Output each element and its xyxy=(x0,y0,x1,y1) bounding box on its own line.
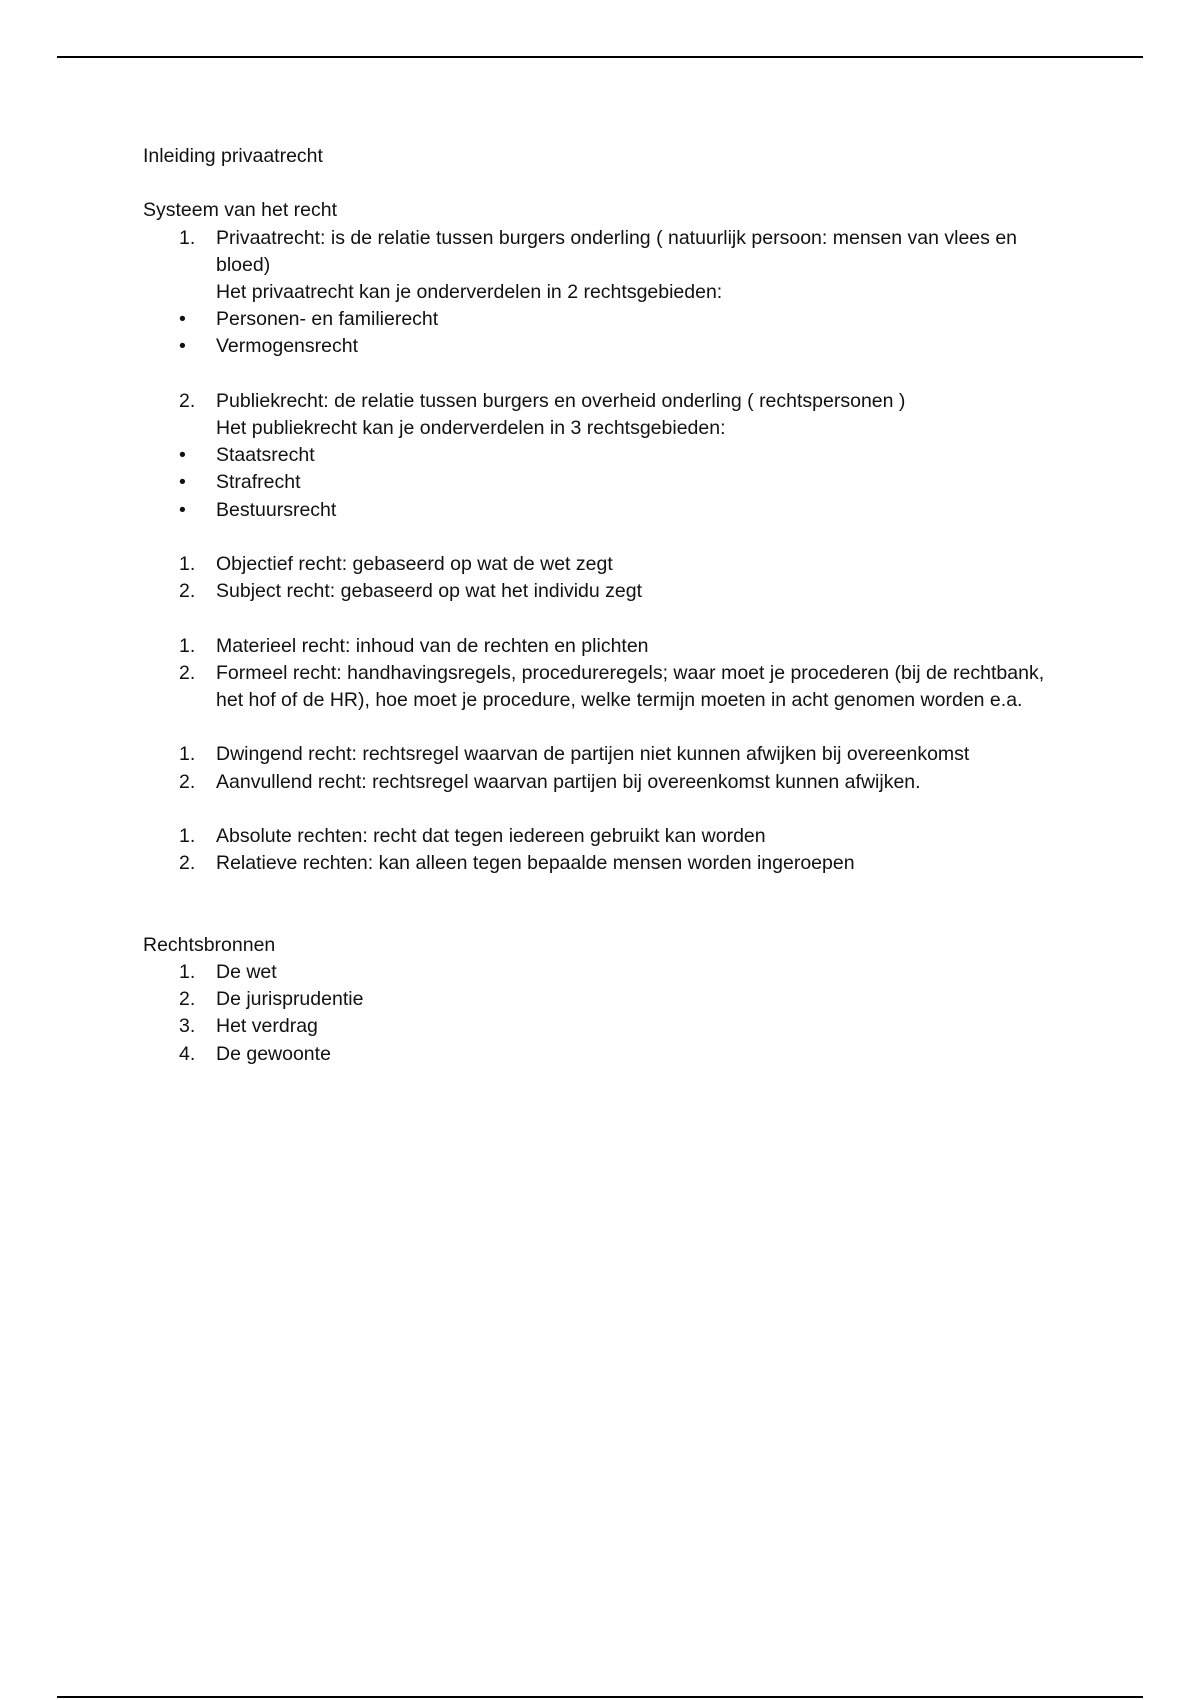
bullet-text: Bestuursrecht xyxy=(216,498,337,521)
bullet-item xyxy=(143,306,1073,333)
list-number: 3. xyxy=(179,1015,196,1038)
section-heading-systeem: Systeem van het recht xyxy=(143,199,338,222)
list-text: Publiekrecht: de relatie tussen burgers en overheid onderling ( rechtspersonen ) xyxy=(216,389,906,412)
spacer xyxy=(143,524,1073,551)
list-text: De jurisprudentie xyxy=(216,988,364,1011)
list-text: Dwingend recht: rechtsregel waarvan de partijen niet kunnen afwijken bij overeenkomst xyxy=(216,743,970,766)
list-subtext: Het privaatrecht kan je onderverdelen in 2 rechtsgebieden: xyxy=(216,281,723,303)
list-item-privaatrecht xyxy=(143,225,1073,307)
document-title: Inleiding privaatrecht xyxy=(143,145,323,167)
list-text: De wet xyxy=(216,960,277,983)
spacer xyxy=(143,877,1073,931)
spacer xyxy=(143,170,1073,197)
list-number: 2. xyxy=(179,661,196,684)
spacer xyxy=(143,605,1073,632)
document-body xyxy=(143,143,1073,1068)
list-number: 4. xyxy=(179,1042,196,1065)
header-rule xyxy=(57,56,1143,58)
bullet-icon: • xyxy=(179,498,186,521)
list-number: 2. xyxy=(179,852,196,875)
list-number: 1. xyxy=(179,824,196,847)
list-number: 2. xyxy=(179,770,196,793)
list-item-aanvullend xyxy=(143,769,1073,796)
list-text: Objectief recht: gebaseerd op wat de wet zegt xyxy=(216,553,613,575)
list-subtext: Het publiekrecht kan je onderverdelen in 3 rechtsgebieden: xyxy=(216,417,726,439)
list-item-subject xyxy=(143,578,1073,605)
list-text: Het verdrag xyxy=(216,1015,318,1038)
spacer xyxy=(143,714,1073,741)
list-number: 1. xyxy=(179,743,196,766)
bullet-list-publiekrecht xyxy=(143,442,1073,524)
list-item-formeel xyxy=(143,660,1073,714)
list-item-dwingend xyxy=(143,741,1073,768)
list-text: Subject recht: gebaseerd op wat het individu zegt xyxy=(216,580,643,603)
list-number: 1. xyxy=(179,553,196,575)
bullet-text: Vermogensrecht xyxy=(216,335,358,358)
list-number: 1. xyxy=(179,960,196,983)
list-text: Absolute rechten: recht dat tegen iedereen gebruikt kan worden xyxy=(216,824,766,847)
list-item-rechtsbron xyxy=(143,1013,1073,1040)
bullet-text: Personen- en familierecht xyxy=(216,308,439,331)
list-item-absolute xyxy=(143,823,1073,850)
list-text: Relatieve rechten: kan alleen tegen bepaalde mensen worden ingeroepen xyxy=(216,852,855,875)
list-number: 2. xyxy=(179,580,196,603)
list-item-rechtsbron xyxy=(143,959,1073,986)
bullet-item xyxy=(143,333,1073,360)
list-text: Privaatrecht: is de relatie tussen burgers onderling ( natuurlijk persoon: mensen van vlees en bloed) xyxy=(216,226,1018,276)
list-text: Aanvullend recht: rechtsregel waarvan partijen bij overeenkomst kunnen afwijken. xyxy=(216,770,921,793)
bullet-text: Strafrecht xyxy=(216,471,301,494)
list-item-rechtsbron xyxy=(143,986,1073,1013)
spacer xyxy=(143,361,1073,388)
bullet-item xyxy=(143,469,1073,496)
bullet-item xyxy=(143,442,1073,469)
bullet-item xyxy=(143,497,1073,524)
list-item-materieel xyxy=(143,633,1073,660)
list-number: 1. xyxy=(179,634,196,657)
section-heading-rechtsbronnen: Rechtsbronnen xyxy=(143,933,276,956)
bullet-list-privaatrecht xyxy=(143,306,1073,360)
spacer xyxy=(143,796,1073,823)
list-text: Formeel recht: handhavingsregels, procedureregels; waar moet je procederen (bij de rechtbank, het hof of de HR), hoe moet je procedure, welke termijn moeten in acht genomen worden e.a. xyxy=(216,661,1045,711)
list-text: De gewoonte xyxy=(216,1042,331,1065)
bullet-icon: • xyxy=(179,335,186,358)
list-item-publiekrecht xyxy=(143,388,1073,442)
list-number: 2. xyxy=(179,389,196,412)
bullet-icon: • xyxy=(179,308,186,331)
list-number: 1. xyxy=(179,226,196,249)
list-item-relatieve xyxy=(143,850,1073,877)
list-number: 2. xyxy=(179,988,196,1011)
bullet-text: Staatsrecht xyxy=(216,444,315,467)
bullet-icon: • xyxy=(179,444,186,467)
list-item-rechtsbron xyxy=(143,1041,1073,1068)
footer-rule xyxy=(57,1696,1143,1698)
bullet-icon: • xyxy=(179,471,186,494)
list-text: Materieel recht: inhoud van de rechten en plichten xyxy=(216,634,649,657)
list-item-objectief xyxy=(143,551,1073,578)
